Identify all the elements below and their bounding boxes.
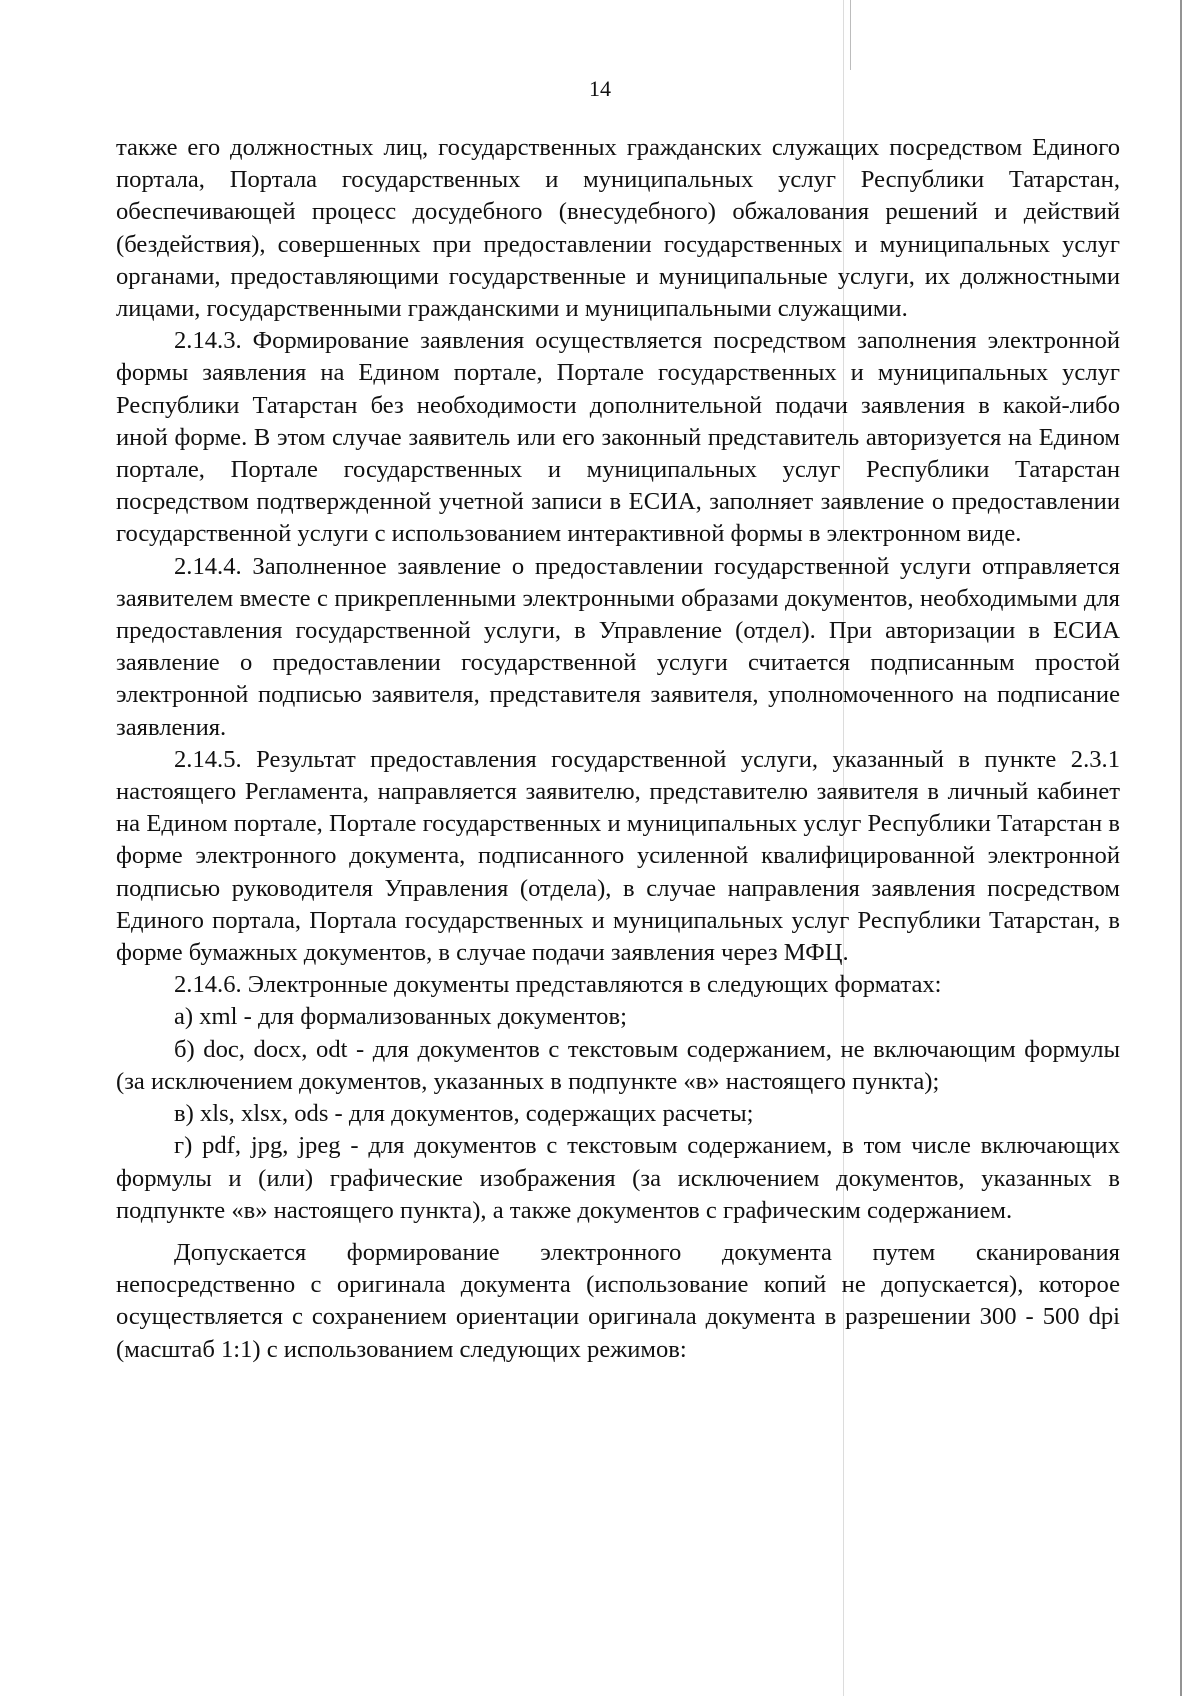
page-number: 14 [589,76,611,101]
document-body [116,132,1120,1366]
list-item-b: б) doc, docx, odt - для документов с текстовым содержанием, не включающим формулы (за исключением документов, указанных в подпункте «в» настоящего пункта); [116,1035,1120,1095]
list-item-a: а) xml - для формализованных документов; [174,1003,627,1031]
list-item-v: в) xls, xlsx, ods - для документов, содержащих расчеты; [174,1100,754,1128]
scan-page-edge [1180,0,1182,1696]
list-item-g: г) pdf, jpg, jpeg - для документов с текстовым содержанием, в том числе включающих формулы и (или) графические изображения (за исключением документов, указанных в подпункте «в» настоящего пункта), а также документов с графическим содержанием. [116,1132,1120,1224]
paragraph-2-14-6: 2.14.6. Электронные документы представляются в следующих форматах: [174,971,942,999]
scan-artifact-mark [850,0,851,70]
paragraph-2-14-3: 2.14.3. Формирование заявления осуществляется посредством заполнения электронной формы заявления на Едином портале, Портале государственных и муниципальных услуг Республики Татарстан без необходимости дополнительной подачи заявления в какой-либо иной форме. В этом случае заявитель или его законный представитель авторизуется на Едином портале, Портале государственных и муниципальных услуг Республики Татарстан посредством подтвержденной учетной записи в ЕСИА, заполняет заявление о предоставлении государственной услуги с использованием интерактивной формы в электронном виде. [116,327,1120,548]
paragraph-2-14-4: 2.14.4. Заполненное заявление о предоставлении государственной услуги отправляется заявителем вместе с прикрепленными электронными образами документов, необходимыми для предоставления государственной услуги, в Управление (отдел). При авторизации в ЕСИА заявление о предоставлении государственной услуги считается подписанным простой электронной подписью заявителя, представителя заявителя, уполномоченного на подписание заявления. [116,552,1120,741]
paragraph-2-14-5: 2.14.5. Результат предоставления государственной услуги, указанный в пункте 2.3.1 настоящего Регламента, направляется заявителю, представителю заявителя в личный кабинет на Едином портале, Портале государственных и муниципальных услуг Республики Татарстан в форме электронного документа, подписанного усиленной квалифицированной электронной подписью руководителя Управления (отдела), в случае направления заявления посредством Единого портала, Портала государственных и муниципальных услуг Республики Татарстан, в форме бумажных документов, в случае подачи заявления через МФЦ. [116,745,1120,967]
paragraph-scanning: Допускается формирование электронного документа путем сканирования непосредственно с оригинала документа (использование копий не допускается), которое осуществляется с сохранением ориентации оригинала документа в разрешении 300 - 500 dpi (масштаб 1:1) с использованием следующих режимов: [116,1238,1120,1363]
paragraph-continuation: также его должностных лиц, государственных гражданских служащих посредством Единого портала, Портала государственных и муниципальных услуг Республики Татарстан, обеспечивающей процесс досудебного (внесудебного) обжалования решений и действий (бездействия), совершенных при предоставлении государственных и муниципальных услуг органами, предоставляющими государственные и муниципальные услуги, их должностными лицами, государственными гражданскими и муниципальными служащими. [116,134,1120,323]
